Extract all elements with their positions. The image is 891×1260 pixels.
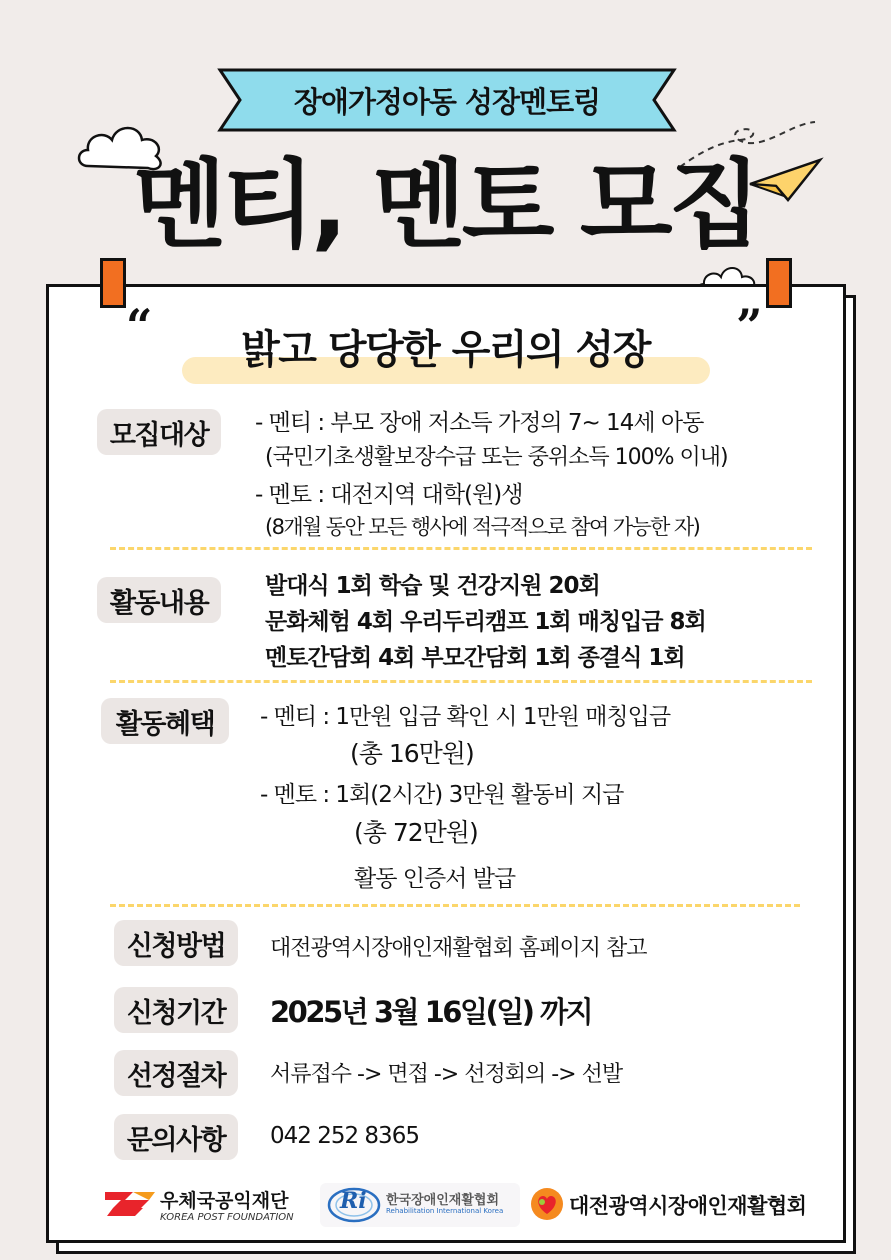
contact-value: 042 252 8365 <box>270 1123 419 1149</box>
section-divider <box>110 904 800 907</box>
main-title: 멘티, 멘토 모집 <box>133 149 758 261</box>
orange-tab-left <box>100 258 126 308</box>
ri-korea-name: 한국장애인재활협회 <box>386 1193 500 1208</box>
section-label-target: 모집대상 <box>97 409 221 455</box>
korea-post-english: KOREA POST FOUNDATION <box>160 1212 294 1223</box>
section-divider <box>110 547 812 550</box>
section-divider <box>110 680 812 683</box>
close-quote-mark: ” <box>736 299 763 353</box>
title-banner <box>217 67 677 133</box>
benefits-line: (총 72만원) <box>354 818 478 847</box>
activities-line: 발대식 1회 학습 및 건강지원 20회 <box>265 573 600 599</box>
benefits-line: (총 16만원) <box>350 739 474 768</box>
open-quote-mark: “ <box>126 299 153 353</box>
ri-korea-mark: Ri <box>340 1188 367 1214</box>
activities-line: 멘토간담회 4회 부모간담회 1회 종결식 1회 <box>265 645 685 671</box>
ri-korea-english: Rehabilitation International Korea <box>386 1207 504 1215</box>
method-value: 대전광역시장애인재활협회 홈페이지 참고 <box>270 936 647 961</box>
banner-text: 장애가정아동 성장멘토링 <box>293 84 601 119</box>
benefits-line: - 멘토 : 1회(2시간) 3만원 활동비 지급 <box>260 782 624 808</box>
orange-tab-right <box>766 258 792 308</box>
target-line: - 멘토 : 대전지역 대학(원)생 <box>255 482 523 508</box>
korea-post-name: 우체국공익재단 <box>160 1190 289 1212</box>
target-line: (국민기초생활보장수급 또는 중위소득 100% 이내) <box>265 445 728 470</box>
benefits-line: - 멘티 : 1만원 입금 확인 시 1만원 매칭입금 <box>260 704 671 730</box>
process-value: 서류접수 -> 면접 -> 선정회의 -> 선발 <box>270 1062 623 1087</box>
target-line: - 멘티 : 부모 장애 저소득 가정의 7~ 14세 아동 <box>255 410 704 436</box>
section-label-method: 신청방법 <box>114 920 238 966</box>
section-label-contact: 문의사항 <box>114 1114 238 1160</box>
section-label-benefits: 활동혜택 <box>101 698 229 744</box>
subtitle: 밝고 당당한 우리의 성장 <box>241 327 650 373</box>
section-label-period: 신청기간 <box>114 987 238 1033</box>
daejeon-association-name: 대전광역시장애인재활협회 <box>569 1194 807 1218</box>
section-label-activities: 활동내용 <box>97 577 221 623</box>
activities-line: 문화체험 4회 우리두리캠프 1회 매칭입금 8회 <box>265 609 706 635</box>
benefits-line: 활동 인증서 발급 <box>354 866 516 892</box>
period-value: 2025년 3월 16일(일) 까지 <box>270 995 592 1029</box>
section-label-process: 선정절차 <box>114 1050 238 1096</box>
korea-post-logo-icon <box>103 1186 157 1220</box>
daejeon-association-logo-icon <box>529 1186 565 1222</box>
target-line: (8개월 동안 모든 행사에 적극적으로 참여 가능한 자) <box>265 515 700 539</box>
